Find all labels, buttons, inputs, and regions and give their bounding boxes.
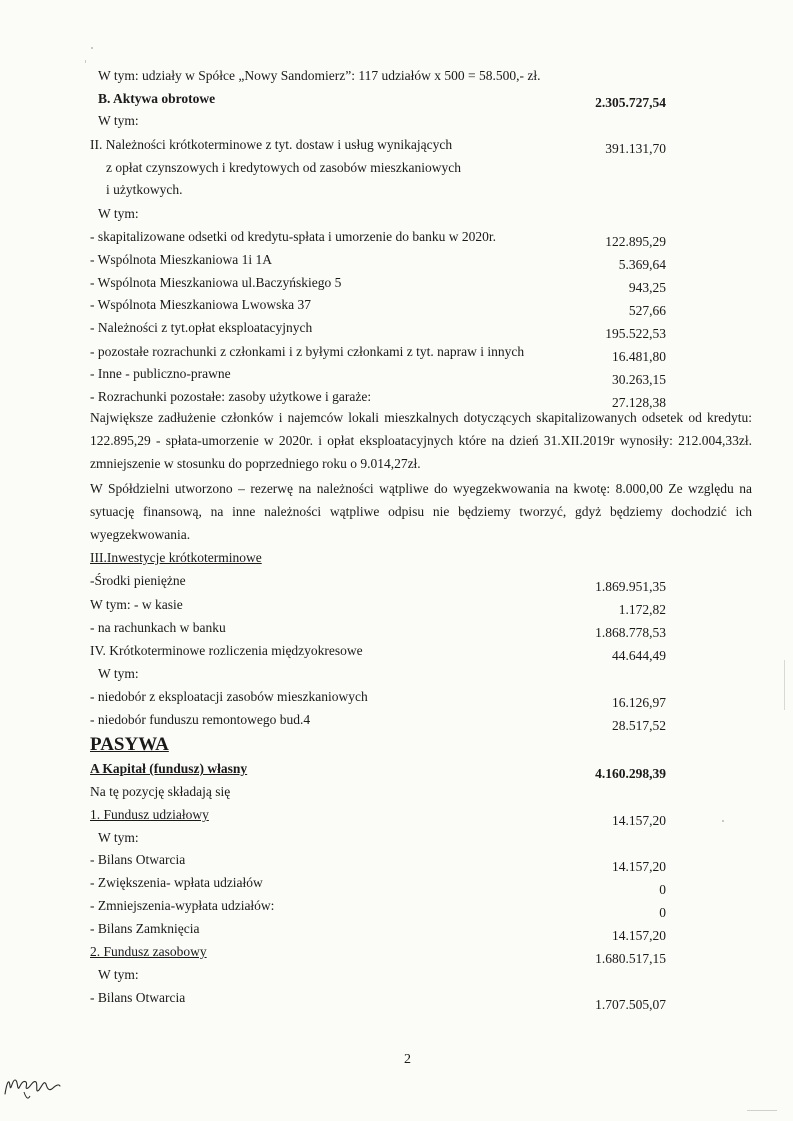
text-line: - Zwiększenia- wpłata udziałów [90,875,263,890]
text-line: - Bilans Zamknięcia [90,921,200,936]
scan-edge [784,660,785,710]
text-line: W tym: [98,830,139,845]
paragraph: Największe zadłużenie członków i najemców lokali mieszkalnych dotyczących skapitalizowanych odsetek od kredytu: 122.895,29 - spłata-umorzenie w 2020r. i opłat eksploatacyjnych które na dzień 31.XII.2019r wynosiły: 212.004,33zł. zmniejszenie w stosunku do poprzedniego roku o 9.014,27zł. [90,410,752,471]
amount: 5.369,64 [618,257,666,272]
text-line: i użytkowych. [106,182,183,197]
section-heading: 1. Fundusz udziałowy [90,807,209,822]
text-line: - Wspólnota Mieszkaniowa 1i 1A [90,252,272,267]
text-line: W tym: [98,113,139,128]
amount: 391.131,70 [605,141,666,156]
text-line: II. Należności krótkoterminowe z tyt. dostaw i usług wynikających [90,137,453,152]
amount: 0 [659,882,666,897]
amount: 1.680.517,15 [595,951,666,966]
section-heading: 2. Fundusz zasobowy [90,944,207,959]
text-line: - na rachunkach w banku [90,620,226,635]
section-heading: A Kapitał (fundusz) własny [90,761,248,776]
text-line: - Należności z tyt.opłat eksploatacyjnych [90,320,313,335]
amount: 14.157,20 [612,928,666,943]
text-line: -Środki pieniężne [90,573,186,588]
text-line: IV. Krótkoterminowe rozliczenia międzyokresowe [90,643,363,658]
amount: 44.644,49 [612,648,666,663]
amount: 14.157,20 [612,859,666,874]
scan-speck [91,47,93,49]
text-line: - skapitalizowane odsetki od kredytu-spłata i umorzenie do banku w 2020r. [90,229,497,244]
text-line: W tym: [98,666,139,681]
handwritten-initials [2,1068,62,1102]
section-heading: III.Inwestycje krótkoterminowe [90,550,262,565]
paragraph: W Spółdzielni utworzono – rezerwę na należności wątpliwe do wyegzekwowania na kwotę: 8.000,00 Ze względu na sytuację finansową, na inne należności wątpliwe odpisu nie będziemy tworzyć, gdyż będziemy dochodzić ich wyegzekwowania. [90,481,752,542]
amount: 527,66 [628,303,666,318]
pasywa-heading: PASYWA [90,734,169,755]
amount: 1.707.505,07 [595,997,666,1012]
amount: 16.481,80 [612,349,666,364]
scan-speck [85,60,86,63]
amount: 30.263,15 [612,372,666,387]
text-line: z opłat czynszowych i kredytowych od zasobów mieszkaniowych [106,160,462,175]
amount: 195.522,53 [605,326,666,341]
text-line: W tym: - w kasie [90,597,183,612]
text-line: - Wspólnota Mieszkaniowa Lwowska 37 [90,297,311,312]
text-line: - niedobór funduszu remontowego bud.4 [90,712,311,727]
amount: 1.172,82 [618,602,666,617]
text-line: W tym: [98,206,139,221]
amount: 16.126,97 [612,695,666,710]
text-line: - Wspólnota Mieszkaniowa ul.Baczyńskiego 5 [90,275,342,290]
page-number: 2 [404,1052,411,1067]
text-line: - Bilans Otwarcia [90,990,186,1005]
amount: 0 [659,905,666,920]
amount: 4.160.298,39 [595,766,666,781]
amount: 943,25 [628,280,666,295]
scan-speck [722,820,724,822]
text-line: W tym: udziały w Spółce „Nowy Sandomierz”: 117 udziałów x 500 = 58.500,- zł. [98,68,541,83]
text-line: - Bilans Otwarcia [90,852,186,867]
section-heading: B. Aktywa obrotowe [98,91,216,106]
amount: 122.895,29 [605,234,666,249]
amount: 27.128,38 [612,395,666,410]
scan-edge [747,1110,777,1111]
text-line: - niedobór z eksploatacji zasobów mieszkaniowych [90,689,368,704]
amount: 1.868.778,53 [595,625,666,640]
amount: 14.157,20 [612,813,666,828]
amount: 28.517,52 [612,718,666,733]
text-line: - pozostałe rozrachunki z członkami i z byłymi członkami z tyt. napraw i innych [90,344,525,359]
text-line: - Zmniejszenia-wypłata udziałów: [90,898,275,913]
text-line: - Rozrachunki pozostałe: zasoby użytkowe i garaże: [90,389,372,404]
text-line: - Inne - publiczno-prawne [90,366,231,381]
text-line: Na tę pozycję składają się [90,784,231,799]
amount: 2.305.727,54 [595,95,666,110]
text-line: W tym: [98,967,139,982]
amount: 1.869.951,35 [595,579,666,594]
